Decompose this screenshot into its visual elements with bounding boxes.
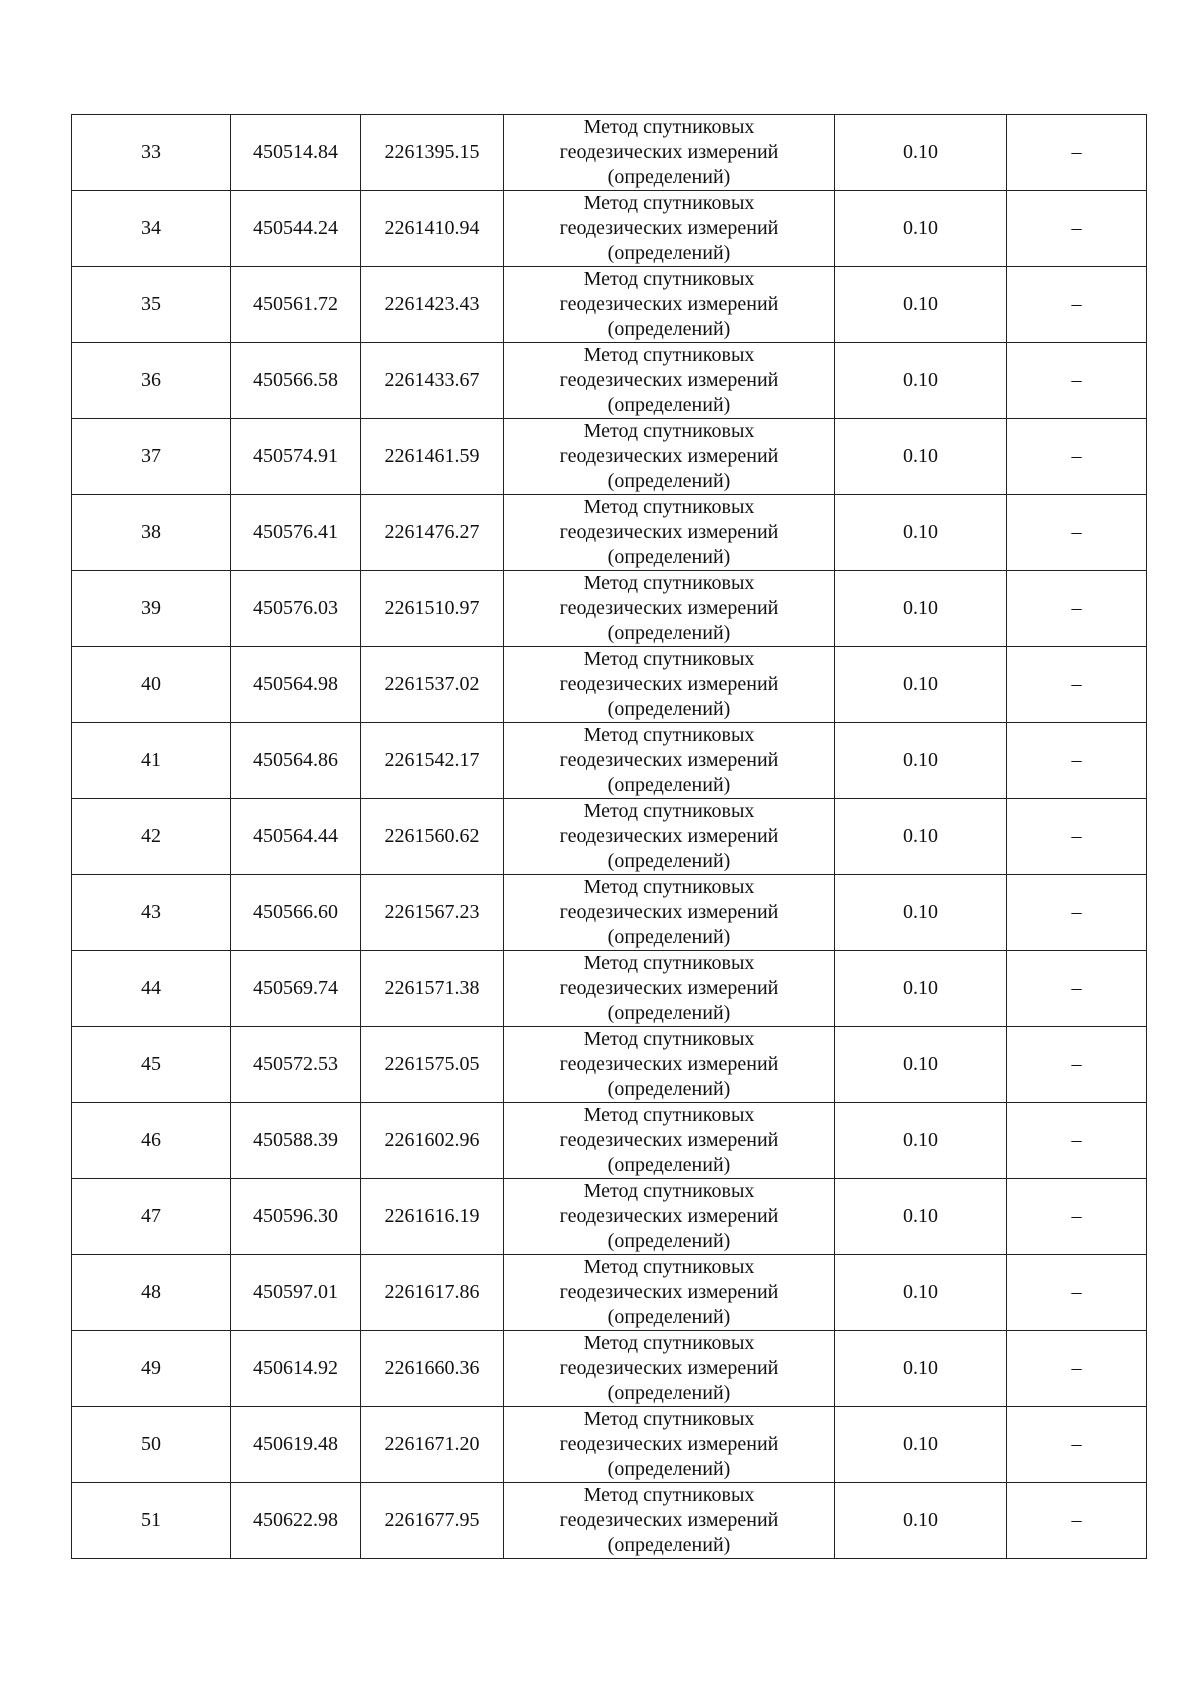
method-text-line: Метод спутниковых bbox=[583, 268, 755, 290]
method-cell bbox=[504, 1027, 835, 1103]
method-text-line: (определений) bbox=[607, 926, 731, 948]
note-cell: – bbox=[1007, 647, 1147, 723]
table-row bbox=[72, 1255, 1147, 1331]
method-text-line: геодезических измерений bbox=[559, 369, 779, 391]
point-number-cell: 38 bbox=[72, 495, 231, 571]
point-number-cell: 36 bbox=[72, 343, 231, 419]
x-coordinate-cell: 450596.30 bbox=[231, 1179, 361, 1255]
note-cell: – bbox=[1007, 1179, 1147, 1255]
x-coordinate-cell: 450564.44 bbox=[231, 799, 361, 875]
y-coordinate-cell: 2261433.67 bbox=[361, 343, 504, 419]
note-cell: – bbox=[1007, 951, 1147, 1027]
method-cell bbox=[504, 1103, 835, 1179]
method-cell bbox=[504, 647, 835, 723]
point-number-cell: 50 bbox=[72, 1407, 231, 1483]
method-text-line: (определений) bbox=[607, 1154, 731, 1176]
method-text-line: Метод спутниковых bbox=[583, 876, 755, 898]
point-number-cell: 51 bbox=[72, 1483, 231, 1559]
table-row bbox=[72, 1103, 1147, 1179]
point-number-cell: 42 bbox=[72, 799, 231, 875]
table-row bbox=[72, 1407, 1147, 1483]
method-text-line: Метод спутниковых bbox=[583, 344, 755, 366]
method-text-line: геодезических измерений bbox=[559, 1205, 779, 1227]
point-number-cell: 41 bbox=[72, 723, 231, 799]
method-text-line: (определений) bbox=[607, 622, 731, 644]
x-coordinate-cell: 450576.03 bbox=[231, 571, 361, 647]
y-coordinate-cell: 2261575.05 bbox=[361, 1027, 504, 1103]
point-number-cell: 48 bbox=[72, 1255, 231, 1331]
x-coordinate-cell: 450576.41 bbox=[231, 495, 361, 571]
method-cell bbox=[504, 1407, 835, 1483]
table-row bbox=[72, 571, 1147, 647]
method-text-line: Метод спутниковых bbox=[583, 1408, 755, 1430]
note-cell: – bbox=[1007, 115, 1147, 191]
table-row bbox=[72, 799, 1147, 875]
method-text-line: геодезических измерений bbox=[559, 1281, 779, 1303]
accuracy-cell: 0.10 bbox=[835, 115, 1007, 191]
coordinates-table-body bbox=[72, 115, 1147, 1559]
method-text-line: геодезических измерений bbox=[559, 1129, 779, 1151]
coordinates-table bbox=[71, 114, 1147, 1559]
point-number-cell: 34 bbox=[72, 191, 231, 267]
note-cell: – bbox=[1007, 1027, 1147, 1103]
method-text-line: (определений) bbox=[607, 774, 731, 796]
point-number-cell: 44 bbox=[72, 951, 231, 1027]
method-cell bbox=[504, 571, 835, 647]
method-cell bbox=[504, 343, 835, 419]
method-text-line: (определений) bbox=[607, 1382, 731, 1404]
note-cell: – bbox=[1007, 723, 1147, 799]
method-text-line: геодезических измерений bbox=[559, 673, 779, 695]
table-row bbox=[72, 1179, 1147, 1255]
method-cell bbox=[504, 951, 835, 1027]
y-coordinate-cell: 2261617.86 bbox=[361, 1255, 504, 1331]
x-coordinate-cell: 450588.39 bbox=[231, 1103, 361, 1179]
point-number-cell: 46 bbox=[72, 1103, 231, 1179]
y-coordinate-cell: 2261571.38 bbox=[361, 951, 504, 1027]
method-text-line: Метод спутниковых bbox=[583, 648, 755, 670]
method-text-line: Метод спутниковых bbox=[583, 1180, 755, 1202]
point-number-cell: 33 bbox=[72, 115, 231, 191]
method-text-line: Метод спутниковых bbox=[583, 572, 755, 594]
method-text-line: (определений) bbox=[607, 1078, 731, 1100]
note-cell: – bbox=[1007, 571, 1147, 647]
method-cell bbox=[504, 267, 835, 343]
table-row bbox=[72, 191, 1147, 267]
table-row bbox=[72, 1483, 1147, 1559]
accuracy-cell: 0.10 bbox=[835, 495, 1007, 571]
accuracy-cell: 0.10 bbox=[835, 1179, 1007, 1255]
method-text-line: геодезических измерений bbox=[559, 1433, 779, 1455]
note-cell: – bbox=[1007, 799, 1147, 875]
method-text-line: геодезических измерений bbox=[559, 1357, 779, 1379]
method-text-line: геодезических измерений bbox=[559, 1509, 779, 1531]
point-number-cell: 49 bbox=[72, 1331, 231, 1407]
point-number-cell: 40 bbox=[72, 647, 231, 723]
method-cell bbox=[504, 799, 835, 875]
method-text-line: (определений) bbox=[607, 1306, 731, 1328]
point-number-cell: 43 bbox=[72, 875, 231, 951]
table-row bbox=[72, 647, 1147, 723]
method-text-line: (определений) bbox=[607, 394, 731, 416]
y-coordinate-cell: 2261660.36 bbox=[361, 1331, 504, 1407]
method-text-line: (определений) bbox=[607, 470, 731, 492]
x-coordinate-cell: 450614.92 bbox=[231, 1331, 361, 1407]
y-coordinate-cell: 2261423.43 bbox=[361, 267, 504, 343]
method-text-line: (определений) bbox=[607, 1534, 731, 1556]
method-cell bbox=[504, 191, 835, 267]
table-row bbox=[72, 951, 1147, 1027]
y-coordinate-cell: 2261410.94 bbox=[361, 191, 504, 267]
method-text-line: Метод спутниковых bbox=[583, 1332, 755, 1354]
method-text-line: (определений) bbox=[607, 546, 731, 568]
y-coordinate-cell: 2261476.27 bbox=[361, 495, 504, 571]
method-cell bbox=[504, 1255, 835, 1331]
accuracy-cell: 0.10 bbox=[835, 191, 1007, 267]
y-coordinate-cell: 2261671.20 bbox=[361, 1407, 504, 1483]
x-coordinate-cell: 450597.01 bbox=[231, 1255, 361, 1331]
accuracy-cell: 0.10 bbox=[835, 267, 1007, 343]
method-text-line: (определений) bbox=[607, 242, 731, 264]
y-coordinate-cell: 2261537.02 bbox=[361, 647, 504, 723]
method-cell bbox=[504, 1331, 835, 1407]
method-text-line: геодезических измерений bbox=[559, 293, 779, 315]
y-coordinate-cell: 2261567.23 bbox=[361, 875, 504, 951]
accuracy-cell: 0.10 bbox=[835, 647, 1007, 723]
note-cell: – bbox=[1007, 1103, 1147, 1179]
accuracy-cell: 0.10 bbox=[835, 1255, 1007, 1331]
note-cell: – bbox=[1007, 419, 1147, 495]
y-coordinate-cell: 2261461.59 bbox=[361, 419, 504, 495]
accuracy-cell: 0.10 bbox=[835, 799, 1007, 875]
y-coordinate-cell: 2261677.95 bbox=[361, 1483, 504, 1559]
method-text-line: геодезических измерений bbox=[559, 521, 779, 543]
method-text-line: Метод спутниковых bbox=[583, 1484, 755, 1506]
table-row bbox=[72, 723, 1147, 799]
table-row bbox=[72, 419, 1147, 495]
accuracy-cell: 0.10 bbox=[835, 1331, 1007, 1407]
method-text-line: (определений) bbox=[607, 698, 731, 720]
method-text-line: Метод спутниковых bbox=[583, 192, 755, 214]
x-coordinate-cell: 450564.98 bbox=[231, 647, 361, 723]
y-coordinate-cell: 2261395.15 bbox=[361, 115, 504, 191]
method-text-line: геодезических измерений bbox=[559, 1053, 779, 1075]
method-text-line: геодезических измерений bbox=[559, 597, 779, 619]
accuracy-cell: 0.10 bbox=[835, 1407, 1007, 1483]
note-cell: – bbox=[1007, 1407, 1147, 1483]
x-coordinate-cell: 450566.60 bbox=[231, 875, 361, 951]
method-text-line: геодезических измерений bbox=[559, 825, 779, 847]
note-cell: – bbox=[1007, 1331, 1147, 1407]
method-text-line: (определений) bbox=[607, 166, 731, 188]
accuracy-cell: 0.10 bbox=[835, 343, 1007, 419]
method-text-line: Метод спутниковых bbox=[583, 1256, 755, 1278]
table-row bbox=[72, 1331, 1147, 1407]
method-cell bbox=[504, 1483, 835, 1559]
method-cell bbox=[504, 723, 835, 799]
y-coordinate-cell: 2261602.96 bbox=[361, 1103, 504, 1179]
x-coordinate-cell: 450544.24 bbox=[231, 191, 361, 267]
y-coordinate-cell: 2261542.17 bbox=[361, 723, 504, 799]
x-coordinate-cell: 450622.98 bbox=[231, 1483, 361, 1559]
method-text-line: геодезических измерений bbox=[559, 445, 779, 467]
x-coordinate-cell: 450569.74 bbox=[231, 951, 361, 1027]
method-text-line: (определений) bbox=[607, 1458, 731, 1480]
accuracy-cell: 0.10 bbox=[835, 1027, 1007, 1103]
method-text-line: геодезических измерений bbox=[559, 749, 779, 771]
x-coordinate-cell: 450561.72 bbox=[231, 267, 361, 343]
method-text-line: геодезических измерений bbox=[559, 901, 779, 923]
accuracy-cell: 0.10 bbox=[835, 1103, 1007, 1179]
method-text-line: Метод спутниковых bbox=[583, 420, 755, 442]
note-cell: – bbox=[1007, 191, 1147, 267]
method-text-line: (определений) bbox=[607, 850, 731, 872]
note-cell: – bbox=[1007, 875, 1147, 951]
table-row bbox=[72, 267, 1147, 343]
accuracy-cell: 0.10 bbox=[835, 419, 1007, 495]
method-cell bbox=[504, 1179, 835, 1255]
method-cell bbox=[504, 419, 835, 495]
method-text-line: (определений) bbox=[607, 318, 731, 340]
method-text-line: геодезических измерений bbox=[559, 977, 779, 999]
x-coordinate-cell: 450572.53 bbox=[231, 1027, 361, 1103]
accuracy-cell: 0.10 bbox=[835, 875, 1007, 951]
y-coordinate-cell: 2261616.19 bbox=[361, 1179, 504, 1255]
method-text-line: Метод спутниковых bbox=[583, 116, 755, 138]
point-number-cell: 45 bbox=[72, 1027, 231, 1103]
y-coordinate-cell: 2261510.97 bbox=[361, 571, 504, 647]
table-row bbox=[72, 343, 1147, 419]
note-cell: – bbox=[1007, 1255, 1147, 1331]
y-coordinate-cell: 2261560.62 bbox=[361, 799, 504, 875]
method-text-line: Метод спутниковых bbox=[583, 496, 755, 518]
method-text-line: Метод спутниковых bbox=[583, 952, 755, 974]
method-cell bbox=[504, 875, 835, 951]
note-cell: – bbox=[1007, 495, 1147, 571]
method-text-line: Метод спутниковых bbox=[583, 1028, 755, 1050]
x-coordinate-cell: 450514.84 bbox=[231, 115, 361, 191]
point-number-cell: 35 bbox=[72, 267, 231, 343]
point-number-cell: 39 bbox=[72, 571, 231, 647]
method-text-line: геодезических измерений bbox=[559, 217, 779, 239]
accuracy-cell: 0.10 bbox=[835, 1483, 1007, 1559]
note-cell: – bbox=[1007, 267, 1147, 343]
accuracy-cell: 0.10 bbox=[835, 723, 1007, 799]
accuracy-cell: 0.10 bbox=[835, 951, 1007, 1027]
point-number-cell: 37 bbox=[72, 419, 231, 495]
note-cell: – bbox=[1007, 1483, 1147, 1559]
accuracy-cell: 0.10 bbox=[835, 571, 1007, 647]
table-row bbox=[72, 495, 1147, 571]
method-text-line: геодезических измерений bbox=[559, 141, 779, 163]
x-coordinate-cell: 450564.86 bbox=[231, 723, 361, 799]
method-text-line: Метод спутниковых bbox=[583, 724, 755, 746]
point-number-cell: 47 bbox=[72, 1179, 231, 1255]
x-coordinate-cell: 450619.48 bbox=[231, 1407, 361, 1483]
note-cell: – bbox=[1007, 343, 1147, 419]
method-cell bbox=[504, 495, 835, 571]
x-coordinate-cell: 450566.58 bbox=[231, 343, 361, 419]
table-row bbox=[72, 115, 1147, 191]
method-text-line: Метод спутниковых bbox=[583, 800, 755, 822]
method-text-line: (определений) bbox=[607, 1230, 731, 1252]
method-text-line: Метод спутниковых bbox=[583, 1104, 755, 1126]
table-row bbox=[72, 1027, 1147, 1103]
method-text-line: (определений) bbox=[607, 1002, 731, 1024]
table-row bbox=[72, 875, 1147, 951]
method-cell bbox=[504, 115, 835, 191]
x-coordinate-cell: 450574.91 bbox=[231, 419, 361, 495]
